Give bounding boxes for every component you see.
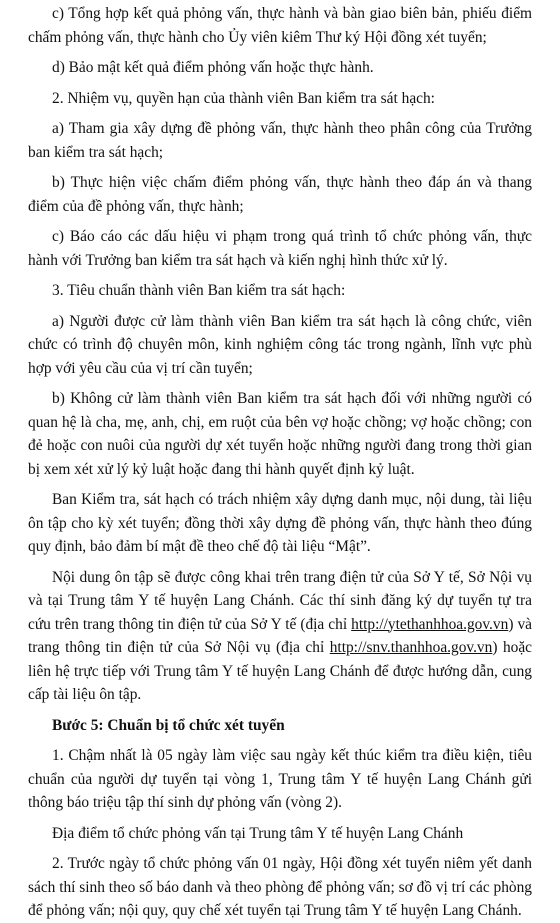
paragraph-12: 1. Chậm nhất là 05 ngày làm việc sau ngày kết thúc kiểm tra điều kiện, tiêu chuẩn của người dự tuyển tại vòng 1, Trung tâm Y tế huyện Lang Chánh gửi thông báo triệu tập thí sinh dự phỏng vấn (vòng 2). <box>28 747 532 811</box>
paragraph-10: Ban Kiểm tra, sát hạch có trách nhiệm xây dựng danh mục, nội dung, tài liệu ôn tập cho kỳ xét tuyển; đồng thời xây dựng đề phỏng vấn, thực hành theo đúng quy định, bảo đảm bí mật đề theo chế độ tài liệu “Mật”. <box>28 491 532 555</box>
paragraph-1: c) Tổng hợp kết quả phỏng vấn, thực hành và bàn giao biên bản, phiếu điểm chấm phỏng vấn, thực hành cho Ủy viên kiêm Thư ký Hội đồng xét tuyển; <box>28 5 532 46</box>
paragraph-13: Địa điểm tổ chức phỏng vấn tại Trung tâm Y tế huyện Lang Chánh <box>52 824 464 842</box>
paragraph-11 <box>28 566 532 707</box>
step-5-heading: Bước 5: Chuẩn bị tổ chức xét tuyển <box>52 716 285 734</box>
paragraph-6: c) Báo cáo các dấu hiệu vi phạm trong quá trình tổ chức phỏng vấn, thực hành với Trưởng ban kiểm tra sát hạch và kiến nghị hình thức xử lý. <box>28 228 532 269</box>
paragraph-7: 3. Tiêu chuẩn thành viên Ban kiểm tra sát hạch: <box>52 282 346 299</box>
paragraph-11-text-a: Nội dung ôn tập sẽ được công khai trên trang điện tử của Sở Y tế, Sở Nội vụ và tại Trung tâm Y tế huyện Lang Chánh. Các thí sinh đăng ký dự tuyển tự tra cứu trên trang thông tin điện tử của Sở Y tế (địa chỉ <box>28 568 532 633</box>
paragraph-5: b) Thực hiện việc chấm điểm phỏng vấn, thực hành theo đáp án và thang điểm của đề phỏng vấn, thực hành; <box>28 174 532 215</box>
paragraph-2: d) Bảo mật kết quả điểm phỏng vấn hoặc thực hành. <box>52 59 374 76</box>
paragraph-14: 2. Trước ngày tổ chức phỏng vấn 01 ngày, Hội đồng xét tuyển niêm yết danh sách thí sinh theo số báo danh và theo phòng để phỏng vấn; sơ đồ vị trí các phòng để phỏng vấn; nội quy, quy chế xét tuyển tại Trung tâm Y tế huyện Lang Chánh. <box>28 855 532 919</box>
paragraph-4: a) Tham gia xây dựng đề phỏng vấn, thực hành theo phân công của Trưởng ban kiểm tra sát hạch; <box>28 120 532 161</box>
paragraph-11-text-c: ) hoặc liên hệ trực tiếp với Trung tâm Y tế huyện Lang Chánh để được hướng dẫn, cung cấp tài liệu ôn tập. <box>28 639 532 703</box>
paragraph-8: a) Người được cử làm thành viên Ban kiểm tra sát hạch là công chức, viên chức có trình độ chuyên môn, kinh nghiệm công tác trong ngành, lĩnh vực phù hợp với yêu cầu của vị trí cần tuyển; <box>28 312 532 377</box>
paragraph-9: b) Không cử làm thành viên Ban kiểm tra sát hạch đối với những người có quan hệ là cha, mẹ, anh, chị, em ruột của bên vợ hoặc chồng; vợ hoặc chồng; con đẻ hoặc con nuôi của người dự xét tuyển hoặc những người đang trong thời gian bị xem xét xử lý kỷ luật hoặc đang thi hành quyết định kỷ luật. <box>28 390 532 478</box>
paragraph-3: 2. Nhiệm vụ, quyền hạn của thành viên Ban kiểm tra sát hạch: <box>52 89 435 107</box>
paragraph-11-text-b: ) và trang thông tin điện tử của Sở Nội vụ (địa chỉ <box>28 615 532 656</box>
ytethanhhoa-link[interactable]: http://ytethanhhoa.gov.vn <box>351 615 509 633</box>
snv-thanhhoa-link[interactable]: http://snv.thanhhoa.gov.vn <box>329 639 493 656</box>
